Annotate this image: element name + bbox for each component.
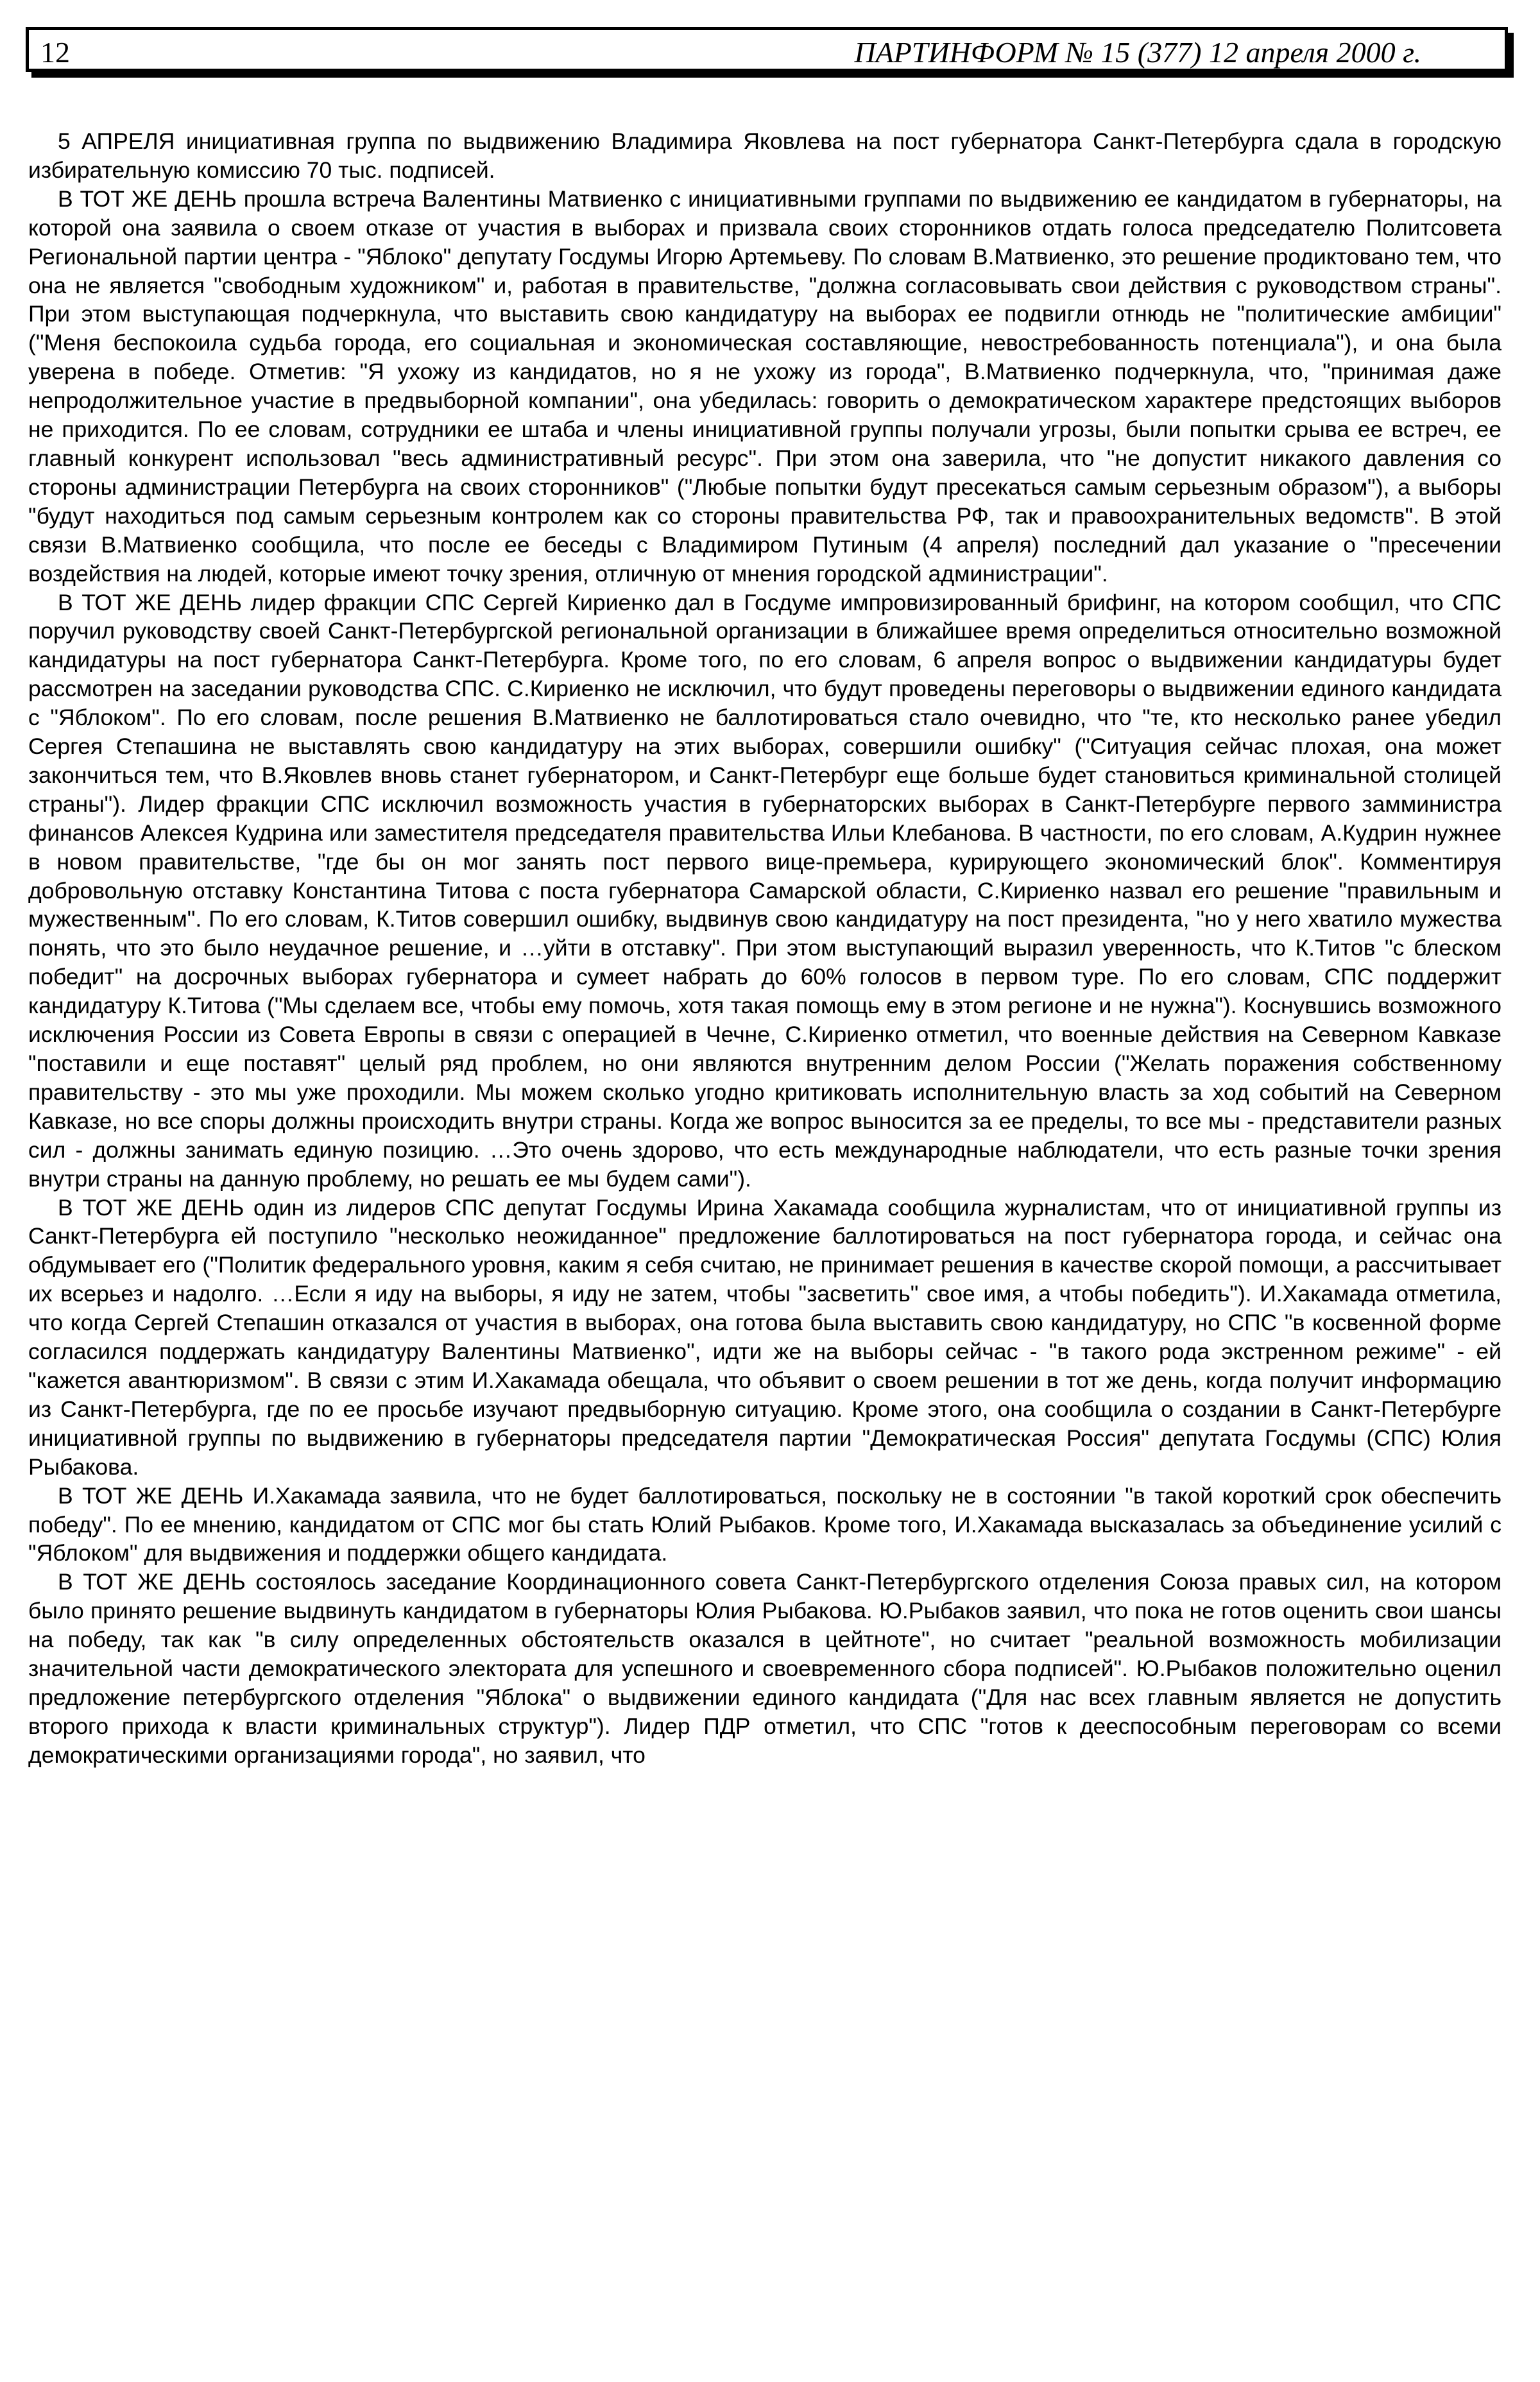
publication-title: ПАРТИНФОРМ № 15 (377) 12 апреля 2000 г. (854, 36, 1421, 69)
article-body (28, 127, 1502, 2335)
article-paragraph: В ТОТ ЖЕ ДЕНЬ прошла встреча Валентины Матвиенко с инициативными группами по выдвижению ее кандидатом в губернаторы, на которой она заявила о своем отказе от участия в выборах и призвала своих сторонников отдать голоса председателю Политсовета Региональной партии центра - "Яблоко" депутату Госдумы Игорю Артемьеву. По словам В.Матвиенко, это решение продиктовано тем, что она не является "свободным художником" и, работая в правительстве, "должна согласовывать свои действия с руководством страны". При этом выступающая подчеркнула, что выставить свою кандидатуру на выборах ее подвигли отнюдь не "политические амбиции" ("Меня беспокоила судьба города, его социальная и экономическая составляющие, невостребованность потенциала"), и она была уверена в победе. Отметив: "Я ухожу из кандидатов, но я не ухожу из города", В.Матвиенко подчеркнула, что, "принимая даже непродолжительное участие в предвыборной компании", она убедилась: говорить о демократическом характере предстоящих выборов не приходится. По ее словам, сотрудники ее штаба и члены инициативной группы получали угрозы, были попытки срыва ее встреч, ее главный конкурент использовал "весь административный ресурс". При этом она заверила, что "не допустит никакого давления со стороны администрации Петербурга на своих сторонников" ("Любые попытки будут пресекаться самым серьезным образом"), а выборы "будут находиться под самым серьезным контролем как со стороны правительства РФ, так и правоохранительных ведомств". В этой связи В.Матвиенко сообщила, что после ее беседы с Владимиром Путиным (4 апреля) последний дал указание о "пресечении воздействия на людей, которые имеют точку зрения, отличную от мнения городской администрации". (28, 185, 1502, 587)
article-paragraph: 5 АПРЕЛЯ инициативная группа по выдвижению Владимира Яковлева на пост губернатора Санкт-Петербурга сдала в городскую избирательную комиссию 70 тыс. подписей. (28, 128, 1502, 183)
page-number: 12 (40, 36, 70, 69)
page-header (26, 27, 1508, 72)
article-paragraph: В ТОТ ЖЕ ДЕНЬ один из лидеров СПС депутат Госдумы Ирина Хакамада сообщила журналистам, что от инициативной группы из Санкт-Петербурга ей поступило "несколько неожиданное" предложение баллотироваться на пост губернатора города, и сейчас она обдумывает его ("Политик федерального уровня, каким я себя считаю, не принимает решения в качестве скорой помощи, а рассчитывает их всерьез и надолго. …Если я иду на выборы, я иду не затем, чтобы "засветить" свое имя, а чтобы победить"). И.Хакамада отметила, что когда Сергей Степашин отказался от участия в выборах, она готова была выставить свою кандидатуру, но СПС "в косвенной форме согласился поддержать кандидатуру Валентины Матвиенко", идти же на выборы сейчас - "в такого рода экстренном режиме" - ей "кажется авантюризмом". В связи с этим И.Хакамада обещала, что объявит о своем решении в тот же день, когда получит информацию из Санкт-Петербурга, где по ее просьбе изучают предвыборную ситуацию. Кроме этого, она сообщила о создании в Санкт-Петербурге инициативной группы по выдвижению в губернаторы председателя партии "Демократическая Россия" депутата Госдумы (СПС) Юлия Рыбакова. (28, 1194, 1502, 1480)
article-paragraph: В ТОТ ЖЕ ДЕНЬ лидер фракции СПС Сергей Кириенко дал в Госдуме импровизированный брифинг, на котором сообщил, что СПС поручил руководству своей Санкт-Петербургской региональной организации в ближайшее время определиться относительно возможной кандидатуры на пост губернатора Санкт-Петербурга. Кроме того, по его словам, 6 апреля вопрос о выдвижении кандидатуры будет рассмотрен на заседании руководства СПС. С.Кириенко не исключил, что будут проведены переговоры о выдвижении единого кандидата с "Яблоком". По его словам, после решения В.Матвиенко не баллотироваться стало очевидно, что "те, кто несколько ранее убедил Сергея Степашина не выставлять свою кандидатуру на этих выборах, совершили ошибку" ("Ситуация сейчас плохая, она может закончиться тем, что В.Яковлев вновь станет губернатором, и Санкт-Петербург еще больше будет становиться криминальной столицей страны"). Лидер фракции СПС исключил возможность участия в губернаторских выборах в Санкт-Петербурге первого замминистра финансов Алексея Кудрина или заместителя председателя правительства Ильи Клебанова. В частности, по его словам, А.Кудрин нужнее в новом правительстве, "где бы он мог занять пост первого вице-премьера, курирующего экономический блок". Комментируя добровольную отставку Константина Титова с поста губернатора Самарской области, С.Кириенко назвал его решение "правильным и мужественным". По его словам, К.Титов совершил ошибку, выдвинув свою кандидатуру на пост президента, "но у него хватило мужества понять, что это было неудачное решение, и …уйти в отставку". При этом выступающий выразил уверенность, что К.Титов "с блеском победит" на досрочных выборах губернатора и сумеет набрать до 60% голосов в первом туре. По его словам, СПС поддержит кандидатуру К.Титова ("Мы сделаем все, чтобы ему помочь, хотя такая помощь ему в этом регионе и не нужна"). Коснувшись возможного исключения России из Совета Европы в связи с операцией в Чечне, С.Кириенко отметил, что военные действия на Северном Кавказе "поставили и еще поставят" целый ряд проблем, но они являются внутренним делом России ("Желать поражения собственному правительству - это мы уже проходили. Мы можем сколько угодно критиковать исполнительную власть за ход событий на Северном Кавказе, но все споры должны происходить внутри страны. Когда же вопрос выносится за ее пределы, то все мы - представители разных сил - должны занимать единую позицию. …Это очень здорово, что есть международные наблюдатели, что есть разные точки зрения внутри страны на данную проблему, но решать ее мы будем сами"). (28, 589, 1502, 1192)
article-paragraph: В ТОТ ЖЕ ДЕНЬ И.Хакамада заявила, что не будет баллотироваться, поскольку не в состоянии "в такой короткий срок обеспечить победу". По ее мнению, кандидатом от СПС мог бы стать Юлий Рыбаков. Кроме того, И.Хакамада высказалась за объединение усилий с "Яблоком" для выдвижения и поддержки общего кандидата. (28, 1482, 1502, 1566)
article-paragraph: В ТОТ ЖЕ ДЕНЬ состоялось заседание Координационного совета Санкт-Петербургского отделения Союза правых сил, на котором было принято решение выдвинуть кандидатом в губернаторы Юлия Рыбакова. Ю.Рыбаков заявил, что пока не готов оценить свои шансы на победу, так как "в силу определенных обстоятельств оказался в цейтноте", но считает "реальной возможность мобилизации значительной части демократического электората для успешного и своевременного сбора подписей". Ю.Рыбаков положительно оценил предложение петербургского отделения "Яблока" о выдвижении единого кандидата ("Для нас всех главным является не допустить второго прихода к власти криминальных структур"). Лидер ПДР отметил, что СПС "готов к дееспособным переговорам со всеми демократическими организациями города", но заявил, что (28, 1569, 1502, 1768)
